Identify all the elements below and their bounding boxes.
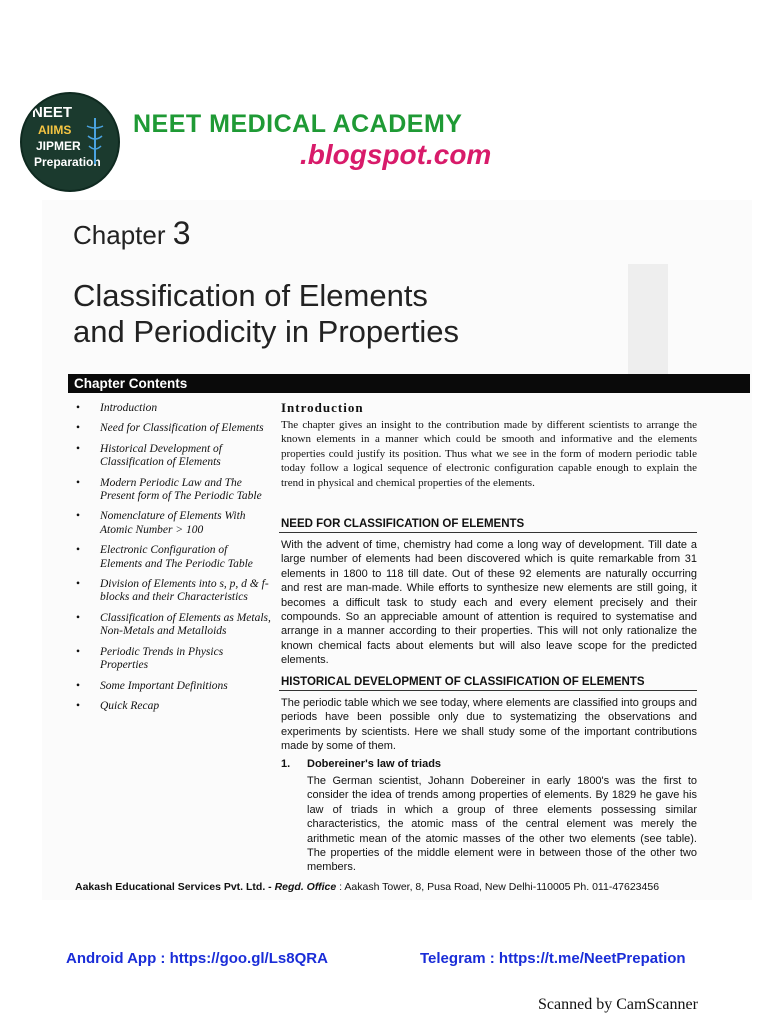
contents-item-text: Electronic Configuration of Elements and The Periodic Table xyxy=(100,544,253,570)
contents-list xyxy=(72,402,272,713)
scanner-watermark: Scanned by CamScanner xyxy=(538,996,698,1013)
brand-subtitle: .blogspot.com xyxy=(300,139,492,170)
contents-item-text: Modern Periodic Law and The Present form of The Periodic Table xyxy=(100,476,262,503)
telegram-link[interactable]: Telegram : https://t.me/NeetPrepation xyxy=(420,950,686,967)
chapter-label xyxy=(73,215,191,252)
historical-text: The periodic table which we see today, where elements are classified into groups and periods have been possible only due to systematizing the observations and experiments by scientists. Here we shall study some of the important contributions made by some of them. xyxy=(281,697,697,753)
bullet: • xyxy=(76,402,81,414)
contents-item xyxy=(72,700,272,713)
bullet: • xyxy=(76,510,81,523)
contents-item xyxy=(72,646,272,673)
chapter-word: Chapter xyxy=(73,220,166,250)
contents-item-text: Introduction xyxy=(100,402,158,414)
contents-item-text: Nomenclature of Elements With Atomic Number > 100 xyxy=(100,510,246,536)
contents-item xyxy=(72,402,272,415)
contents-item xyxy=(72,578,272,605)
bullet: • xyxy=(76,476,81,489)
introduction-heading: Introduction xyxy=(281,400,364,415)
contents-item xyxy=(72,544,272,571)
bullet: • xyxy=(76,544,81,557)
contents-item-text: Historical Development of Classification of Elements xyxy=(100,442,223,469)
logo-line-1: NEET xyxy=(32,104,73,121)
neet-logo xyxy=(20,92,120,192)
contents-item xyxy=(72,477,272,504)
contents-item xyxy=(72,612,272,639)
contents-item xyxy=(72,422,272,435)
contents-item-text: Classification of Elements as Metals, Non-Metals and Metalloids xyxy=(100,611,271,638)
section-divider xyxy=(279,532,697,533)
chapter-title xyxy=(73,278,459,350)
bullet: • xyxy=(76,645,81,658)
chapter-title-line-2: and Periodicity in Properties xyxy=(73,314,459,349)
historical-heading: HISTORICAL DEVELOPMENT OF CLASSIFICATION OF ELEMENTS xyxy=(281,676,645,688)
bullet: • xyxy=(76,578,81,591)
contents-item-text: Quick Recap xyxy=(100,699,160,712)
subsection-text: The German scientist, Johann Dobereiner in early 1800's was the first to consider the idea of trends among properties of elements. By 1829 he gave his law of triads in which a group of three elements possessing similar characteristics, the atomic mass of the central element was merely the arithmetic mean of the atomic masses of the other two elements (see table). The properties of the middle element were in between those of the other two members. xyxy=(307,775,697,874)
need-heading: NEED FOR CLASSIFICATION OF ELEMENTS xyxy=(281,518,525,530)
introduction-text: The chapter gives an insight to the contribution made by different scientists to arrange the known elements in a manner which could be smooth and informative and the elements properties could justify its position. Thus what we see in the form of modern periodic table today follow a logical sequence of electronic configuration capable enough to explain the trend in physical and chemical properties of the elements. xyxy=(281,419,697,489)
logo-line-2: AIIMS xyxy=(38,123,72,137)
page-edge-shadow xyxy=(628,264,668,374)
contents-item xyxy=(72,443,272,470)
bullet: • xyxy=(76,422,81,435)
logo-line-3: JIPMER xyxy=(36,139,81,153)
page-footer xyxy=(75,881,659,893)
footer-address: : Aakash Tower, 8, Pusa Road, New Delhi-110005 Ph. 011-47623456 xyxy=(339,881,660,893)
logo-line-4: Preparation xyxy=(34,155,101,169)
contents-item-text: Some Important Definitions xyxy=(100,679,228,692)
contents-item-text: Division of Elements into s, p, d & f-blocks and their Characteristics xyxy=(100,578,269,604)
brand-title: NEET MEDICAL ACADEMY xyxy=(133,110,463,138)
contents-item-text: Need for Classification of Elements xyxy=(100,422,264,435)
bullet: • xyxy=(76,442,81,455)
contents-item xyxy=(72,510,272,537)
footer-company: Aakash Educational Services Pvt. Ltd. - xyxy=(75,881,272,893)
section-divider xyxy=(279,690,697,691)
chapter-title-line-1: Classification of Elements xyxy=(73,278,428,313)
bullet: • xyxy=(76,699,81,712)
bullet: • xyxy=(76,679,81,692)
subsection-number: 1. xyxy=(281,758,291,770)
contents-item-text: Periodic Trends in Physics Properties xyxy=(100,645,224,672)
bullet: • xyxy=(76,611,81,624)
footer-office-label: Regd. Office xyxy=(274,881,337,893)
android-app-link[interactable]: Android App : https://goo.gl/Ls8QRA xyxy=(66,950,328,967)
subsection-heading: Dobereiner's law of triads xyxy=(307,758,442,770)
need-text: With the advent of time, chemistry had come a long way of development. Till date a large number of elements had been discovered which is quite remarkable from 31 elements in 1800 to 118 till date. Out of these 92 elements are naturally occurring and rest are man-made. While efforts to synthesize new elements are still going, it becomes a difficult task to study each and every element precisely and their compounds. So an appreciable amount of attention is required to systematise and arrange in a manner according to their properties. This will not only rationalize the known chemical facts about elements but will also leave scope for the predicted elements. xyxy=(281,539,697,667)
contents-heading: Chapter Contents xyxy=(74,376,188,391)
caduceus-icon xyxy=(84,116,106,166)
contents-item xyxy=(72,680,272,693)
chapter-number: 3 xyxy=(172,215,191,251)
